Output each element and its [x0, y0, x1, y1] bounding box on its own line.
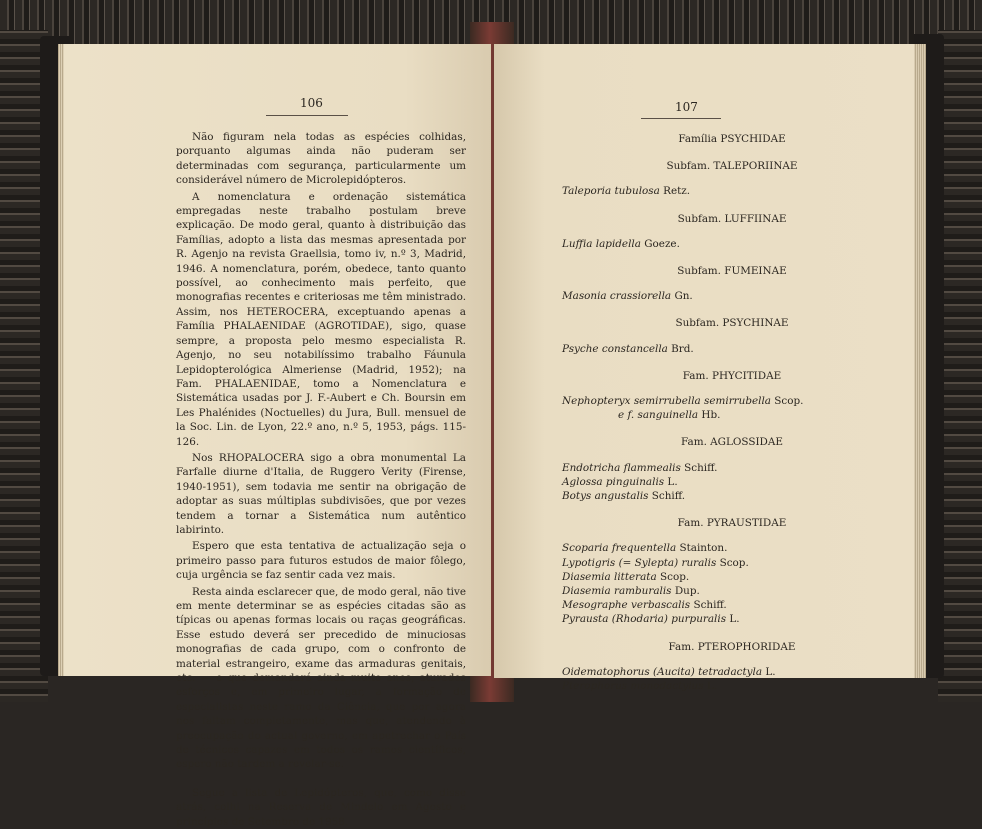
paragraph: Não figuram nela todas as espécies colhidas, porquanto algumas ainda não puderam ser determinadas com segurança, particularmente um considerável número de Microlepidópteros.: [176, 131, 466, 187]
taxon-entry: [562, 598, 902, 612]
species-name: Luffia lapidella: [562, 237, 641, 250]
left-page-body: [176, 130, 466, 829]
species-name: Taleporia tubulosa: [562, 185, 660, 198]
taxon-author: Goeze.: [644, 237, 680, 250]
taxon-entry: [562, 570, 902, 584]
species-name: Aglossa pinguinalis: [562, 475, 665, 488]
taxon-author: Scop.: [774, 395, 804, 408]
species-name: Endotricha flammealis: [562, 461, 681, 474]
taxon-entry: [562, 541, 902, 555]
book-binding-right: [938, 30, 982, 702]
family-heading: Fam. PHYCITIDAE: [682, 369, 782, 382]
taxon-entry: [562, 184, 902, 198]
species-name: Oidematophorus (Aucita) tetradactyla: [562, 665, 763, 678]
taxon-entry: [562, 556, 902, 570]
right-page: [494, 44, 917, 693]
taxon-entry: [562, 342, 902, 356]
taxon-entry: [562, 665, 902, 679]
taxon-entry: [562, 475, 902, 489]
taxon-author: Stainton.: [679, 542, 728, 555]
taxon-entry: [562, 461, 902, 475]
family-heading: Fam. PTEROPHORIDAE: [668, 640, 796, 653]
page-number-left: 106: [300, 96, 323, 110]
taxon-author: L.: [667, 475, 678, 488]
taxon-list: [562, 132, 902, 693]
taxon-entry: [562, 237, 902, 251]
paragraph: Resta ainda esclarecer que, de modo geral, não tive em mente determinar se as espécies citadas são as típicas ou apenas formas locais ou raças geográficas. Esse estudo deverá ser precedido de minuciosas monografias de cada grupo, com o confronto de material estrangeiro, exame das armaduras genitais, etc. — o que demandará ainda muito anos, aturados esforços e, em primeiro lugar, a formação de especialistas neste ramo da Ciência, que por agora nos faltam completamente, mas que, atendendo à preocupação do actual governo, em apetrechar o País de técnicos capazes em todos os ramos científicos, espero não tardem a revelar-se.: [176, 585, 466, 771]
page-edges-right: [914, 44, 926, 678]
species-name: Diasemia litterata: [562, 570, 657, 583]
paragraph: A nomenclatura e ordenação sistemática empregadas neste trabalho postulam breve explicação. De modo geral, quanto à distribuição das Famílias, adopto a lista das mesmas apresentada por R. Agenjo na revista Graellsia, tomo iv, n.º 3, Madrid, 1946. A nomenclatura, porém, obedece, tanto quanto possível, ao conhecimento mais perfeito, que monografias recentes e criteriosas me têm ministrado. Assim, nos HETEROCERA, exceptuando apenas a Família PHALAENIDAE (AGROTIDAE), sigo, quase sempre, a proposta pelo mesmo especialista R. Agenjo, no seu notabilíssimo trabalho Fáunula Lepidopterológica Almeriense (Madrid, 1952); na Fam. PHALAENIDAE, tomo a Nomenclatura e Sistemática usadas por J. F.-Aubert e Ch. Boursin em Les Phalénides (Noctuelles) du Jura, Bull. mensuel de la Soc. Lin. de Lyon, 22.º ano, n.º 5, 1953, págs. 115-126.: [176, 190, 466, 448]
paragraph: Segue a lista de Lepidópteros, que, como disse atrás, colhi na Reserva de Mindelo em Agosto e princípios de Setembro de 1958.: [176, 786, 466, 828]
family-heading: Fam. AGLOSSIDAE: [681, 436, 783, 449]
taxon-author: Schiff.: [684, 461, 718, 474]
family-heading: Subfam. TALEPORIINAE: [666, 160, 798, 173]
paragraph: Espero que esta tentativa de actualização seja o primeiro passo para futuros estudos de maior fôlego, cuja urgência se faz sentir cada vez mais.: [176, 540, 466, 582]
species-name: Psyche constancella: [562, 342, 668, 355]
taxon-entry: [562, 289, 902, 303]
taxon-author: Hb.: [701, 409, 721, 422]
taxon-author: Schiff.: [651, 490, 686, 503]
taxon-entry: [562, 679, 902, 693]
species-name: e f. sanguinella: [618, 409, 699, 422]
taxon-author: Gn.: [674, 290, 693, 303]
species-name: Mesographe verbascalis: [562, 599, 691, 612]
left-page: [64, 44, 491, 828]
taxon-entry: [562, 489, 902, 503]
species-name: Diasemia ramburalis: [562, 585, 672, 598]
species-name: Lypotigris (= Sylepta) ruralis: [562, 556, 717, 569]
family-heading: Família PSYCHIDAE: [678, 133, 786, 145]
taxon-author: L.: [706, 680, 718, 693]
taxon-author: Scop.: [719, 556, 749, 569]
species-name: Pterophorus monodactylus: [562, 680, 704, 693]
page-number-rule-left: [266, 115, 348, 116]
paragraph: Nos RHOPALOCERA sigo a obra monumental La Farfalle diurne d'Italia, de Ruggero Verity (Firense, 1940-1951), sem todavia me sentir na obrigação de adoptar as suas múltiplas subdivisões, que por vezes tendem a tornar a Sistemática num autêntico labirinto.: [176, 451, 466, 536]
page-number-rule-right: [641, 118, 721, 119]
species-name: Nephopteryx semirrubella semirrubella: [562, 395, 771, 408]
taxon-author: Brd.: [671, 342, 694, 355]
taxon-author: Scop.: [660, 570, 690, 583]
family-heading: Subfam. PSYCHINAE: [675, 317, 789, 330]
taxon-author: L.: [729, 613, 740, 626]
page-number-right: 107: [675, 100, 698, 114]
family-heading: Subfam. LUFFIINAE: [677, 212, 787, 225]
species-name: Pyrausta (Rhodaria) purpuralis: [562, 613, 727, 626]
species-name: Scoparia frequentella: [562, 542, 677, 555]
taxon-entry: [562, 394, 902, 408]
species-name: Botys angustalis: [562, 490, 649, 503]
taxon-author: Retz.: [663, 185, 691, 198]
family-heading: Subfam. FUMEINAE: [677, 265, 787, 278]
taxon-entry: [562, 584, 902, 598]
taxon-author: Dup.: [674, 585, 700, 598]
taxon-author: Schiff.: [693, 599, 727, 612]
taxon-entry: [562, 612, 902, 626]
taxon-entry: [562, 408, 902, 422]
taxon-author: L.: [765, 665, 776, 678]
species-name: Masonia crassiorella: [562, 290, 672, 303]
family-heading: Fam. PYRAUSTIDAE: [677, 517, 787, 530]
